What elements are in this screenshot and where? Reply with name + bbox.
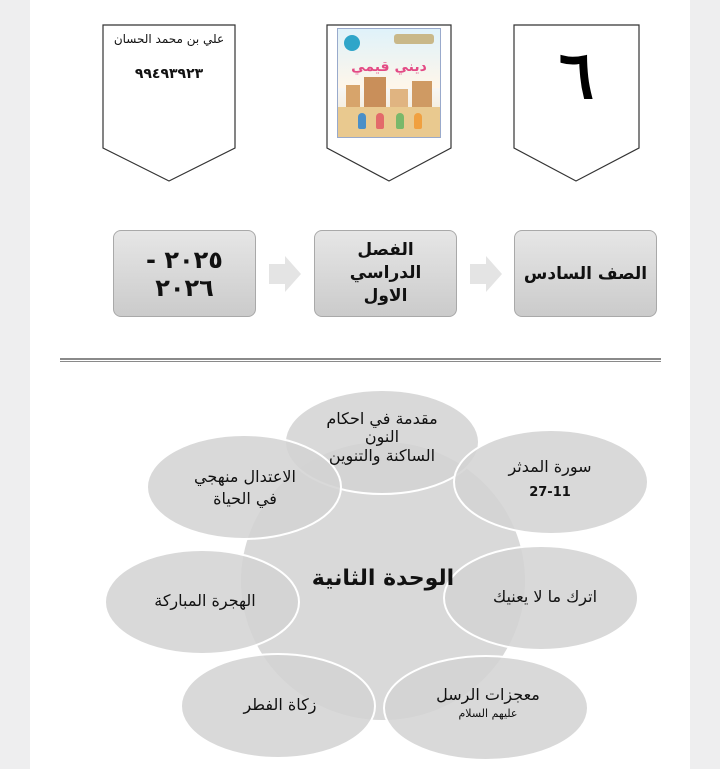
grade-number: ٦ [558, 36, 595, 114]
book-cover-image [337, 28, 441, 138]
author-badge-shape [102, 24, 236, 182]
grade-badge [513, 24, 640, 182]
author-badge [102, 24, 236, 182]
lesson-hijra: الهجرة المباركة [154, 591, 256, 610]
lesson-nun: مقدمة في احكام النون الساكنة والتنوين [326, 409, 438, 465]
lesson-mujizat: معجزات الرسل عليهم السلام [436, 685, 540, 721]
author-phone: ٩٩٤٩٣٩٢٣ [134, 66, 204, 82]
school-year-box [113, 230, 256, 317]
book-cover-badge [326, 24, 452, 182]
school-year-text: ٢٠٢٥ - ٢٠٢٦ [146, 245, 223, 302]
grade-box [514, 230, 657, 317]
lesson-muddathir: سورة المدثر 27-11 [508, 457, 592, 501]
worksheet-page [30, 0, 690, 769]
publisher-logo-icon [394, 34, 434, 44]
lesson-tark: اترك ما لا يعنيك [492, 587, 598, 606]
lesson-zakat: زكاة الفطر [243, 695, 317, 714]
term-text: الفصل الدراسي الاول [349, 240, 422, 306]
grade-text: الصف السادس [523, 263, 648, 284]
ministry-logo-icon [344, 35, 360, 51]
book-title: ديني قيمي [351, 59, 427, 75]
unit-diagram [30, 380, 690, 769]
author-name: علي بن محمد الحسان [113, 32, 225, 46]
lesson-itidal: الاعتدال منهجي في الحياة [194, 467, 296, 509]
section-divider [60, 358, 661, 362]
term-box [314, 230, 457, 317]
unit-title: الوحدة الثانية [311, 566, 455, 591]
